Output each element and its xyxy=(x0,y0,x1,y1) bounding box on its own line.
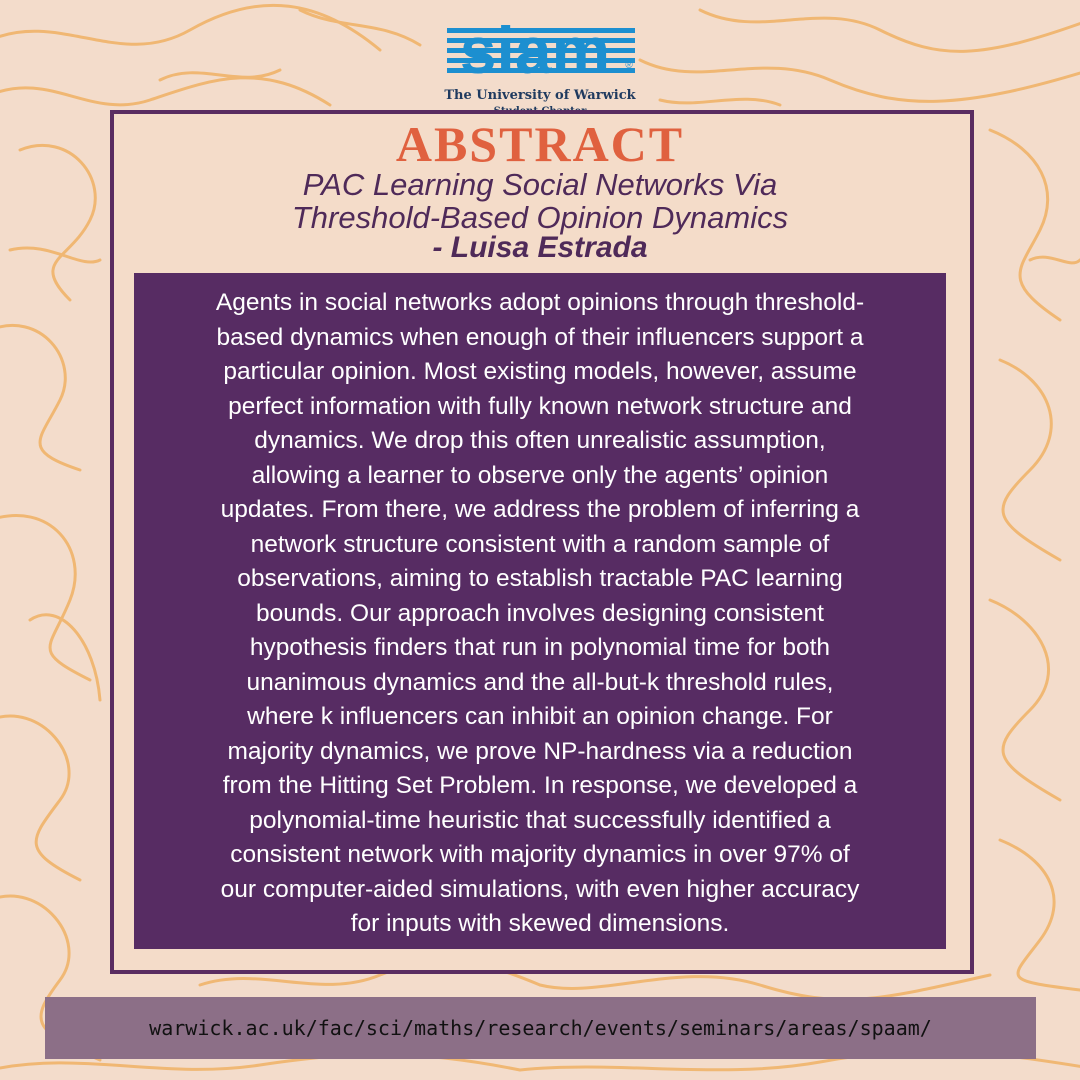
talk-title xyxy=(0,168,1080,234)
abstract-line: perfect information with fully known network structure and xyxy=(228,392,852,420)
abstract-line: updates. From there, we address the problem of inferring a xyxy=(220,496,860,523)
abstract-line: allowing a learner to observe only the agents’ opinion xyxy=(251,461,829,489)
svg-text:siam: siam xyxy=(459,22,611,76)
talk-title-line-1: PAC Learning Social Networks Via xyxy=(302,167,778,202)
speaker-name: - Luisa Estrada xyxy=(432,231,648,264)
abstract-line: Agents in social networks adopt opinions through threshold- xyxy=(215,289,865,316)
abstract-line: majority dynamics, we prove NP-hardness via a reduction xyxy=(227,737,853,765)
abstract-line: hypothesis finders that run in polynomial time for both xyxy=(249,634,831,661)
logo-university-line: The University of Warwick xyxy=(444,88,636,103)
registered-mark: ® xyxy=(625,60,633,71)
siam-wordmark-logo xyxy=(447,22,635,76)
abstract-line: polynomial-time heuristic that successfully identified a xyxy=(249,806,831,834)
footer-url[interactable]: warwick.ac.uk/fac/sci/maths/research/events/seminars/areas/spaam/ xyxy=(149,1016,932,1040)
abstract-line: observations, aiming to establish tractable PAC learning xyxy=(237,565,843,592)
abstract-heading: ABSTRACT xyxy=(395,116,685,172)
abstract-line: our computer-aided simulations, with even higher accuracy xyxy=(220,875,860,903)
talk-title-line-2: Threshold-Based Opinion Dynamics xyxy=(291,200,789,235)
abstract-line: particular opinion. Most existing models, however, assume xyxy=(223,358,857,385)
abstract-line: from the Hitting Set Problem. In response, we developed a xyxy=(222,772,858,799)
abstract-text xyxy=(156,286,924,942)
abstract-line: unanimous dynamics and the all-but-k threshold rules, xyxy=(246,668,834,696)
abstract-line: based dynamics when enough of their influencers support a xyxy=(216,323,864,351)
abstract-box xyxy=(134,273,946,949)
abstract-line: dynamics. We drop this often unrealistic assumption, xyxy=(254,427,826,454)
abstract-line: bounds. Our approach involves designing consistent xyxy=(256,599,824,627)
abstract-line: network structure consistent with a random sample of xyxy=(250,530,830,558)
footer-url-bar xyxy=(45,997,1036,1059)
abstract-line: consistent network with majority dynamics in over 97% of xyxy=(230,841,850,868)
abstract-line: for inputs with skewed dimensions. xyxy=(350,910,730,937)
siam-logo xyxy=(435,22,645,102)
abstract-line: where k influencers can inhibit an opinion change. For xyxy=(247,703,833,730)
